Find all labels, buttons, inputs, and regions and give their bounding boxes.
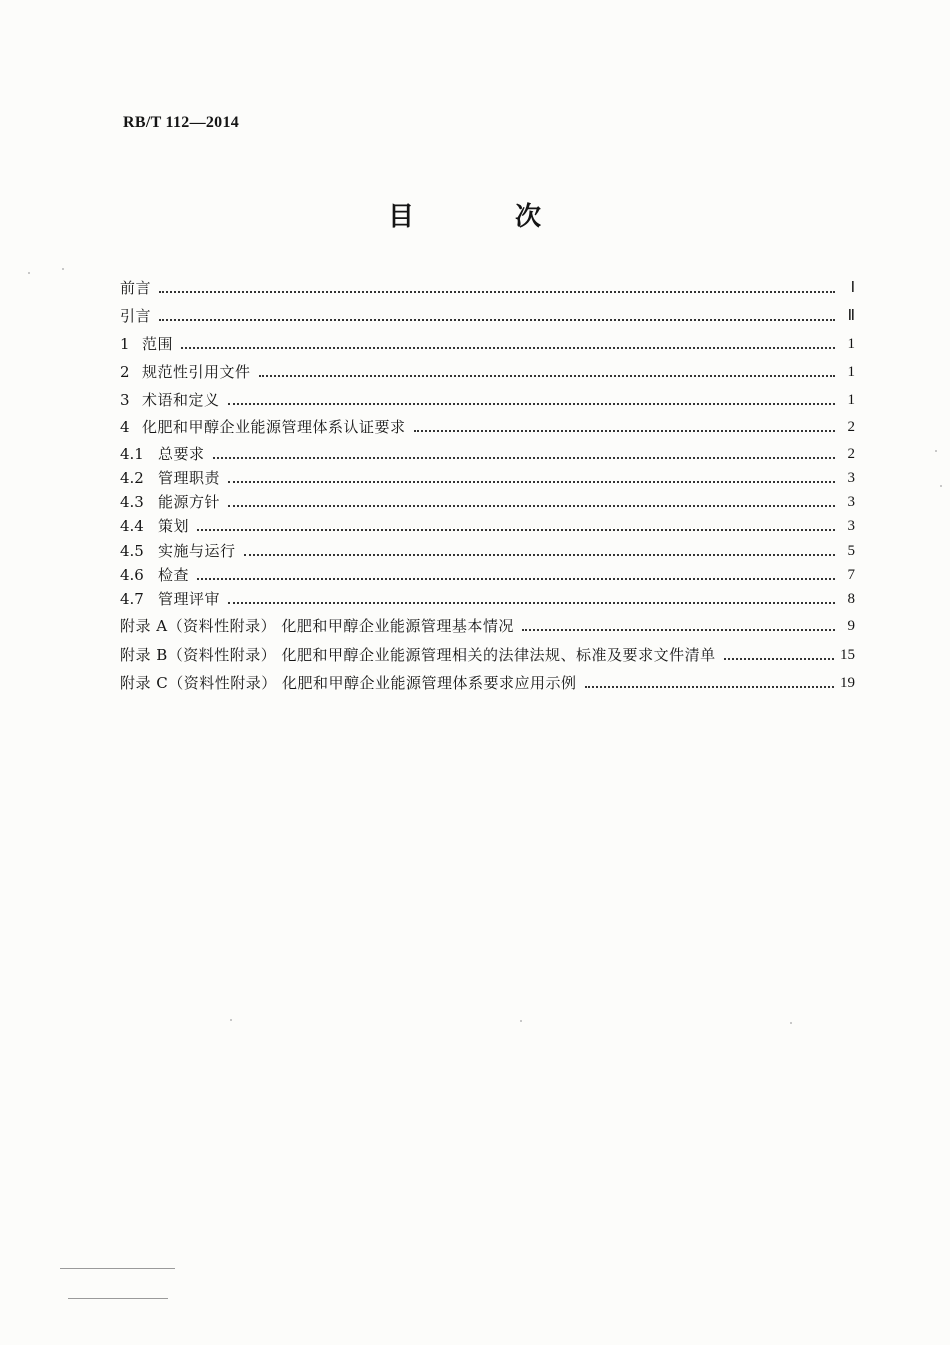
scan-speck xyxy=(28,272,30,274)
scan-speck xyxy=(935,450,937,452)
toc-entry-page: 3 xyxy=(847,470,855,486)
dot-leader xyxy=(585,686,834,688)
toc-entry-annex-b[interactable] xyxy=(120,645,855,665)
toc-entry-title: 化肥和甲醇企业能源管理体系认证要求 xyxy=(142,418,406,436)
dot-leader xyxy=(159,319,835,321)
standard-code: RB/T 112—2014 xyxy=(123,114,240,131)
toc-entry-page: 5 xyxy=(847,543,855,559)
scan-artifact-line xyxy=(60,1268,175,1269)
toc-entry-4-5[interactable] xyxy=(120,541,855,561)
toc-entry-4-3[interactable] xyxy=(120,492,855,512)
toc-entry-page: 19 xyxy=(840,675,855,691)
toc-entry-page: 2 xyxy=(847,446,855,462)
dot-leader xyxy=(522,629,835,631)
toc-entry-4-7[interactable] xyxy=(120,589,855,609)
toc-entry-number: 4.5 xyxy=(120,542,144,560)
toc-entry-page: 8 xyxy=(847,591,855,607)
toc-entry-annex-a[interactable] xyxy=(120,616,855,636)
toc-entry-number: 3 xyxy=(120,391,130,409)
toc-entry-annex-c[interactable] xyxy=(120,673,855,693)
toc-entry-title: 策划 xyxy=(158,517,190,535)
dot-leader xyxy=(213,457,835,459)
toc-entry-normative-references[interactable] xyxy=(120,362,855,382)
toc-entry-title: 附录 C（资料性附录） 化肥和甲醇企业能源管理体系要求应用示例 xyxy=(120,674,577,692)
toc-entry-page: 1 xyxy=(847,392,855,408)
toc-entry-page: 3 xyxy=(847,518,855,534)
scan-speck xyxy=(520,1020,522,1022)
dot-leader xyxy=(228,481,835,483)
toc-entry-number: 4.6 xyxy=(120,566,144,584)
toc-entry-title: 实施与运行 xyxy=(158,542,236,560)
toc-entry-page: Ⅱ xyxy=(847,308,855,324)
scan-speck xyxy=(230,1019,232,1021)
toc-entry-number: 2 xyxy=(120,363,130,381)
scan-speck xyxy=(940,485,942,487)
dot-leader xyxy=(228,403,835,405)
toc-entry-title: 能源方针 xyxy=(158,493,221,511)
toc-entry-foreword[interactable] xyxy=(120,278,855,298)
toc-entry-page: 3 xyxy=(847,494,855,510)
toc-entry-4-4[interactable] xyxy=(120,516,855,536)
toc-entry-title: 管理评审 xyxy=(158,590,221,608)
dot-leader xyxy=(159,291,835,293)
toc-entry-page: 15 xyxy=(840,647,855,663)
dot-leader xyxy=(259,375,835,377)
toc-entry-title: 规范性引用文件 xyxy=(142,363,251,381)
toc-entry-number: 4.4 xyxy=(120,517,144,535)
toc-entry-page: 9 xyxy=(847,618,855,634)
scan-speck xyxy=(790,1022,792,1024)
toc-entry-number: 4.3 xyxy=(120,493,144,511)
dot-leader xyxy=(228,602,835,604)
dot-leader xyxy=(197,529,835,531)
dot-leader xyxy=(724,658,834,660)
scan-artifact-line xyxy=(68,1298,168,1299)
toc-entry-terms[interactable] xyxy=(120,390,855,410)
toc-entry-title: 术语和定义 xyxy=(142,391,220,409)
toc-entry-page: 2 xyxy=(847,419,855,435)
toc-entry-title: 附录 B（资料性附录） 化肥和甲醇企业能源管理相关的法律法规、标准及要求文件清单 xyxy=(120,646,716,664)
toc-entry-4-1[interactable] xyxy=(120,444,855,464)
dot-leader xyxy=(181,347,835,349)
toc-entry-scope[interactable] xyxy=(120,334,855,354)
toc-entry-number: 4.7 xyxy=(120,590,144,608)
toc-entry-title: 引言 xyxy=(120,307,152,325)
toc-entry-title: 范围 xyxy=(142,335,174,353)
toc-entry-title: 总要求 xyxy=(158,445,205,463)
toc-entry-number: 1 xyxy=(120,335,130,353)
toc-entry-number: 4.1 xyxy=(120,445,144,463)
page-title: 目 次 xyxy=(387,202,588,232)
dot-leader xyxy=(244,554,835,556)
toc-entry-title: 检查 xyxy=(158,566,190,584)
dot-leader xyxy=(414,430,835,432)
toc-entry-page: 7 xyxy=(847,567,855,583)
toc-entry-introduction[interactable] xyxy=(120,306,855,326)
dot-leader xyxy=(228,505,835,507)
toc-entry-page: Ⅰ xyxy=(850,280,855,296)
dot-leader xyxy=(197,578,835,580)
toc-entry-number: 4 xyxy=(120,418,130,436)
scan-speck xyxy=(62,268,64,270)
toc-entry-title: 附录 A（资料性附录） 化肥和甲醇企业能源管理基本情况 xyxy=(120,617,514,635)
toc-entry-page: 1 xyxy=(847,336,855,352)
toc-entry-number: 4.2 xyxy=(120,469,144,487)
toc-entry-4-2[interactable] xyxy=(120,468,855,488)
toc-entry-requirements[interactable] xyxy=(120,417,855,437)
toc-entry-title: 前言 xyxy=(120,279,152,297)
toc-entry-title: 管理职责 xyxy=(158,469,221,487)
toc-entry-page: 1 xyxy=(847,364,855,380)
toc-entry-4-6[interactable] xyxy=(120,565,855,585)
